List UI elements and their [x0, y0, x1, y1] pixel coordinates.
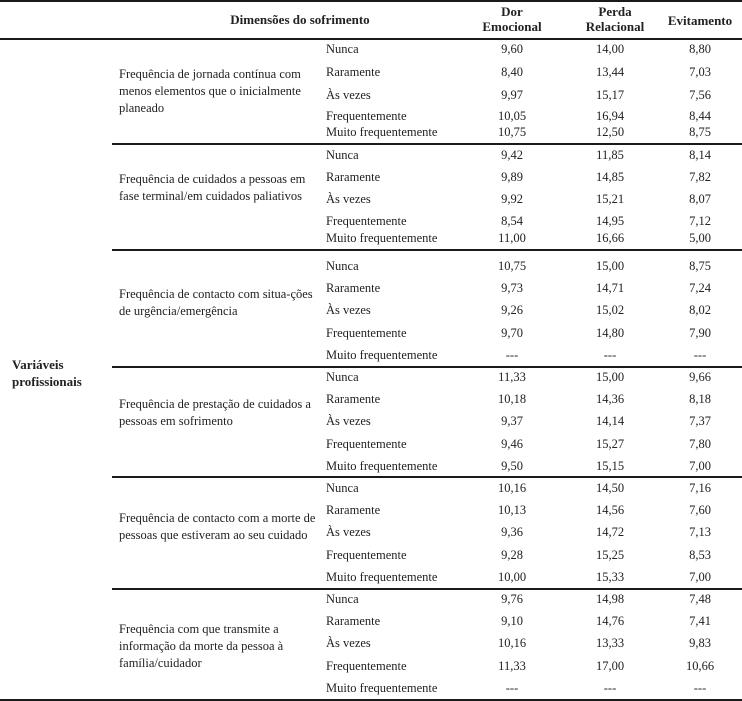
cell-perda-relacional: 15,15: [595, 459, 625, 473]
column-header-line1: Dor: [501, 4, 523, 19]
cell-perda-relacional: 16,94: [595, 109, 625, 123]
group-rule-5: [112, 588, 742, 590]
cell-evitamento: 7,60: [689, 503, 711, 517]
variable-label: Frequência de contacto com a morte de pessoas que estiveram ao seu cuidado: [119, 511, 316, 542]
cell-evitamento: 8,53: [689, 548, 711, 562]
frequency-level: Raramente: [326, 281, 381, 295]
cell-dor-emocional: 8,40: [501, 65, 523, 79]
cell-evitamento: 7,03: [689, 65, 711, 79]
cell-evitamento: 7,16: [689, 481, 711, 495]
frequency-level: Frequentemente: [326, 548, 407, 562]
table-top-rule: [0, 0, 742, 2]
frequency-level: Nunca: [326, 259, 359, 273]
cell-evitamento: 7,56: [689, 88, 711, 102]
cell-perda-relacional: 14,36: [595, 392, 625, 406]
cell-perda-relacional: 14,98: [595, 592, 625, 606]
cell-perda-relacional: 15,17: [595, 88, 625, 102]
cell-evitamento: 10,66: [685, 659, 715, 673]
cell-evitamento: 7,37: [689, 414, 711, 428]
cell-evitamento: 7,82: [689, 170, 711, 184]
frequency-level: Frequentemente: [326, 659, 407, 673]
cell-evitamento: 8,02: [689, 303, 711, 317]
cell-perda-relacional: 12,50: [595, 125, 625, 139]
cell-perda-relacional: 13,33: [595, 636, 625, 650]
group-rule-2: [112, 249, 742, 251]
cell-evitamento: 8,75: [689, 125, 711, 139]
cell-dor-emocional: 10,18: [497, 392, 527, 406]
cell-dor-emocional: ---: [505, 348, 519, 362]
cell-dor-emocional: 9,26: [501, 303, 523, 317]
cell-perda-relacional: 15,02: [595, 303, 625, 317]
category-line2: profissionais: [12, 374, 82, 389]
frequency-level: Frequentemente: [326, 214, 407, 228]
cell-perda-relacional: 15,00: [595, 259, 625, 273]
cell-evitamento: 7,48: [689, 592, 711, 606]
category-line1: Variáveis: [12, 357, 64, 372]
frequency-level: Muito frequentemente: [326, 681, 438, 695]
cell-evitamento: 7,00: [689, 459, 711, 473]
group-rule-3: [112, 366, 742, 368]
frequency-level: Muito frequentemente: [326, 125, 438, 139]
cell-perda-relacional: 15,33: [595, 570, 625, 584]
cell-perda-relacional: 15,00: [595, 370, 625, 384]
cell-dor-emocional: 9,28: [501, 548, 523, 562]
cell-evitamento: 8,14: [689, 148, 711, 162]
cell-perda-relacional: 14,71: [595, 281, 625, 295]
frequency-level: Raramente: [326, 614, 381, 628]
cell-dor-emocional: 9,37: [501, 414, 523, 428]
frequency-level: Às vezes: [326, 192, 371, 206]
cell-perda-relacional: 15,25: [595, 548, 625, 562]
cell-perda-relacional: ---: [603, 348, 617, 362]
variable-label: Frequência com que transmite a informação da morte da pessoa à família/cuidador: [119, 622, 284, 670]
column-header-line2: Relacional: [585, 19, 645, 34]
frequency-level: Às vezes: [326, 303, 371, 317]
cell-evitamento: 5,00: [689, 231, 711, 245]
cell-perda-relacional: 14,85: [595, 170, 625, 184]
cell-evitamento: 7,12: [689, 214, 711, 228]
cell-perda-relacional: 14,50: [595, 481, 625, 495]
cell-dor-emocional: 9,92: [501, 192, 523, 206]
cell-dor-emocional: 10,75: [497, 125, 527, 139]
frequency-level: Raramente: [326, 170, 381, 184]
cell-evitamento: 8,18: [689, 392, 711, 406]
cell-evitamento: 9,83: [689, 636, 711, 650]
variable-label: Frequência de prestação de cuidados a pessoas em sofrimento: [119, 397, 311, 428]
column-header-evitamento: Evitamento: [667, 13, 733, 28]
frequency-level: Nunca: [326, 148, 359, 162]
cell-dor-emocional: 9,46: [501, 437, 523, 451]
frequency-level: Nunca: [326, 42, 359, 56]
dimension-header: Dimensões do sofrimento: [230, 12, 370, 27]
cell-dor-emocional: 9,36: [501, 525, 523, 539]
frequency-level: Muito frequentemente: [326, 570, 438, 584]
cell-evitamento: 7,41: [689, 614, 711, 628]
frequency-level: Raramente: [326, 503, 381, 517]
cell-perda-relacional: 15,27: [595, 437, 625, 451]
cell-dor-emocional: 9,89: [501, 170, 523, 184]
cell-dor-emocional: 10,13: [497, 503, 527, 517]
column-header-line1: Perda: [598, 4, 632, 19]
frequency-level: Frequentemente: [326, 326, 407, 340]
cell-dor-emocional: 9,50: [501, 459, 523, 473]
cell-evitamento: 7,80: [689, 437, 711, 451]
cell-evitamento: 7,24: [689, 281, 711, 295]
frequency-level: Nunca: [326, 481, 359, 495]
cell-perda-relacional: 11,85: [596, 148, 624, 162]
frequency-level: Frequentemente: [326, 437, 407, 451]
column-header-line2: Emocional: [482, 19, 542, 34]
cell-dor-emocional: 8,54: [501, 214, 523, 228]
frequency-level: Raramente: [326, 392, 381, 406]
cell-evitamento: 8,80: [689, 42, 711, 56]
cell-evitamento: 8,44: [689, 109, 711, 123]
cell-dor-emocional: 9,42: [501, 148, 523, 162]
column-header-perda-relacional: [570, 4, 660, 34]
cell-dor-emocional: 10,16: [497, 636, 527, 650]
cell-dor-emocional: 11,33: [498, 370, 526, 384]
category-label: [12, 356, 82, 390]
frequency-level: Nunca: [326, 592, 359, 606]
cell-perda-relacional: 14,80: [595, 326, 625, 340]
cell-dor-emocional: 9,73: [501, 281, 523, 295]
cell-evitamento: 7,00: [689, 570, 711, 584]
cell-dor-emocional: 9,76: [501, 592, 523, 606]
frequency-level: Às vezes: [326, 88, 371, 102]
frequency-level: Nunca: [326, 370, 359, 384]
cell-evitamento: 7,13: [689, 525, 711, 539]
cell-dor-emocional: 11,00: [498, 231, 526, 245]
cell-perda-relacional: 15,21: [595, 192, 625, 206]
cell-perda-relacional: 14,14: [595, 414, 625, 428]
cell-evitamento: 8,75: [689, 259, 711, 273]
cell-dor-emocional: 11,33: [498, 659, 526, 673]
frequency-level: Às vezes: [326, 636, 371, 650]
frequency-level: Raramente: [326, 65, 381, 79]
cell-perda-relacional: 14,72: [595, 525, 625, 539]
group-rule-1: [112, 143, 742, 145]
cell-perda-relacional: 13,44: [595, 65, 625, 79]
frequency-level: Muito frequentemente: [326, 348, 438, 362]
cell-dor-emocional: 10,00: [497, 570, 527, 584]
variable-label: Frequência de contacto com situa-ções de urgência/emergência: [119, 287, 313, 318]
variable-label: Frequência de jornada contínua com menos elementos que o inicialmente planeado: [119, 67, 301, 115]
cell-perda-relacional: 17,00: [595, 659, 625, 673]
table-bottom-rule: [0, 699, 742, 701]
frequency-level: Muito frequentemente: [326, 459, 438, 473]
cell-dor-emocional: 10,05: [497, 109, 527, 123]
cell-perda-relacional: ---: [603, 681, 617, 695]
cell-perda-relacional: 14,95: [595, 214, 625, 228]
cell-dor-emocional: 9,70: [501, 326, 523, 340]
cell-evitamento: 7,90: [689, 326, 711, 340]
cell-perda-relacional: 14,00: [595, 42, 625, 56]
cell-perda-relacional: 14,76: [595, 614, 625, 628]
cell-perda-relacional: 16,66: [595, 231, 625, 245]
frequency-level: Às vezes: [326, 525, 371, 539]
frequency-level: Muito frequentemente: [326, 231, 438, 245]
cell-dor-emocional: 9,60: [501, 42, 523, 56]
cell-dor-emocional: ---: [505, 681, 519, 695]
cell-evitamento: ---: [693, 681, 707, 695]
cell-dor-emocional: 9,97: [501, 88, 523, 102]
frequency-level: Às vezes: [326, 414, 371, 428]
cell-dor-emocional: 10,16: [497, 481, 527, 495]
cell-evitamento: 8,07: [689, 192, 711, 206]
cell-evitamento: 9,66: [689, 370, 711, 384]
cell-evitamento: ---: [693, 348, 707, 362]
cell-dor-emocional: 9,10: [501, 614, 523, 628]
cell-dor-emocional: 10,75: [497, 259, 527, 273]
frequency-level: Frequentemente: [326, 109, 407, 123]
group-rule-4: [112, 476, 742, 478]
variable-label: Frequência de cuidados a pessoas em fase terminal/em cuidados paliativos: [119, 172, 306, 203]
column-header-dor-emocional: [472, 4, 552, 34]
header-rule: [0, 38, 742, 40]
cell-perda-relacional: 14,56: [595, 503, 625, 517]
